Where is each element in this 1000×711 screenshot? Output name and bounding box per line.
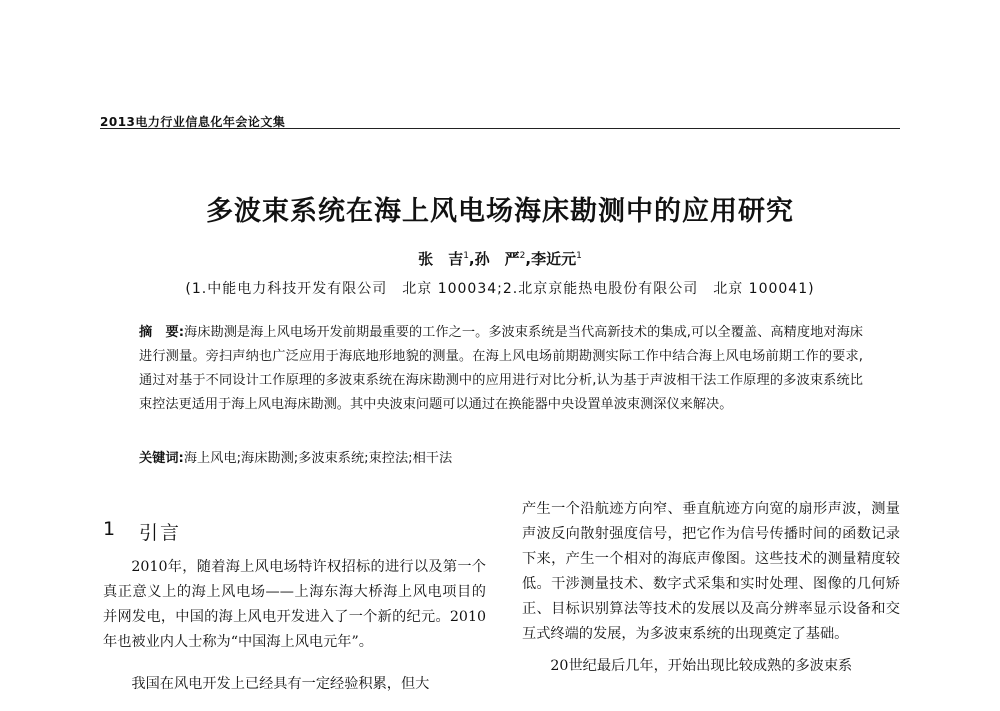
left-column [103,555,486,697]
keywords-label: 关键词: [139,451,184,466]
abstract-label: 摘 要: [139,325,184,340]
affiliations: (1.中能电力科技开发有限公司 北京 100034;2.北京京能热电股份有限公司 北京 100041) [185,281,815,297]
abstract-text: 海床勘测是海上风电场开发前期最重要的工作之一。多波束系统是当代高新技术的集成,可以全覆盖、高精度地对海床进行测量。旁扫声纳也广泛应用于海底地形地貌的测量。在海上风电场前期勘测实际工作中结合海上风电场前期工作的要求,通过对基于不同设计工作原理的多波束系统在海床勘测中的应用进行对比分析,认为基于声波相干法工作原理的多波束系统比束控法更适用于海上风电海床勘测。其中央波束问题可以通过在换能器中央设置单波束测深仪来解决。 [139,325,863,412]
author-affil-mark: 1 [576,251,582,261]
paragraph: 2010年，随着海上风电场特许权招标的进行以及第一个真正意义上的海上风电场——上海东海大桥海上风电项目的并网发电，中国的海上风电开发进入了一个新的纪元。2010年也被业内人士称为“中国海上风电元年”。 [103,559,486,650]
keywords-text: 海上风电;海床勘测;多波束系统;束控法;相干法 [183,451,453,466]
author-name: 李近元 [531,250,577,268]
paragraph: 产生一个沿航迹方向窄、垂直航迹方向宽的扇形声波，测量声波反向散射强度信号，把它作为信号传播时间的函数记录下来，产生一个相对的海底声像图。这些技术的测量精度较低。干涉测量技术、数字式采集和实时处理、图像的几何矫正、目标识别算法等技术的发展以及高分辨率显示设备和交互式终端的发展，为多波束系统的出现奠定了基础。 [522,501,900,642]
header-rule [100,128,900,129]
author-name: 孙 严 [474,250,520,268]
paragraph: 我国在风电开发上已经具有一定经验积累，但大 [131,676,430,692]
abstract [139,321,863,417]
author-name: 张 吉 [418,250,464,268]
author-affil-mark: 2 [519,251,526,261]
keywords [139,447,863,466]
section-number: 1 [103,518,116,540]
author-affil-mark: 1 [463,251,469,261]
section-title: 引言 [139,522,182,544]
paper-title: 多波束系统在海上风电场海床勘测中的应用研究 [206,196,794,227]
right-column [522,497,900,679]
author-list: 张 吉$^1$,孙 严$^2$,李近元$^1$ [418,250,582,268]
paragraph: 20世纪最后几年，开始出现比较成熟的多波束系 [550,658,853,674]
running-head: 2013电力行业信息化年会论文集 [100,115,286,129]
